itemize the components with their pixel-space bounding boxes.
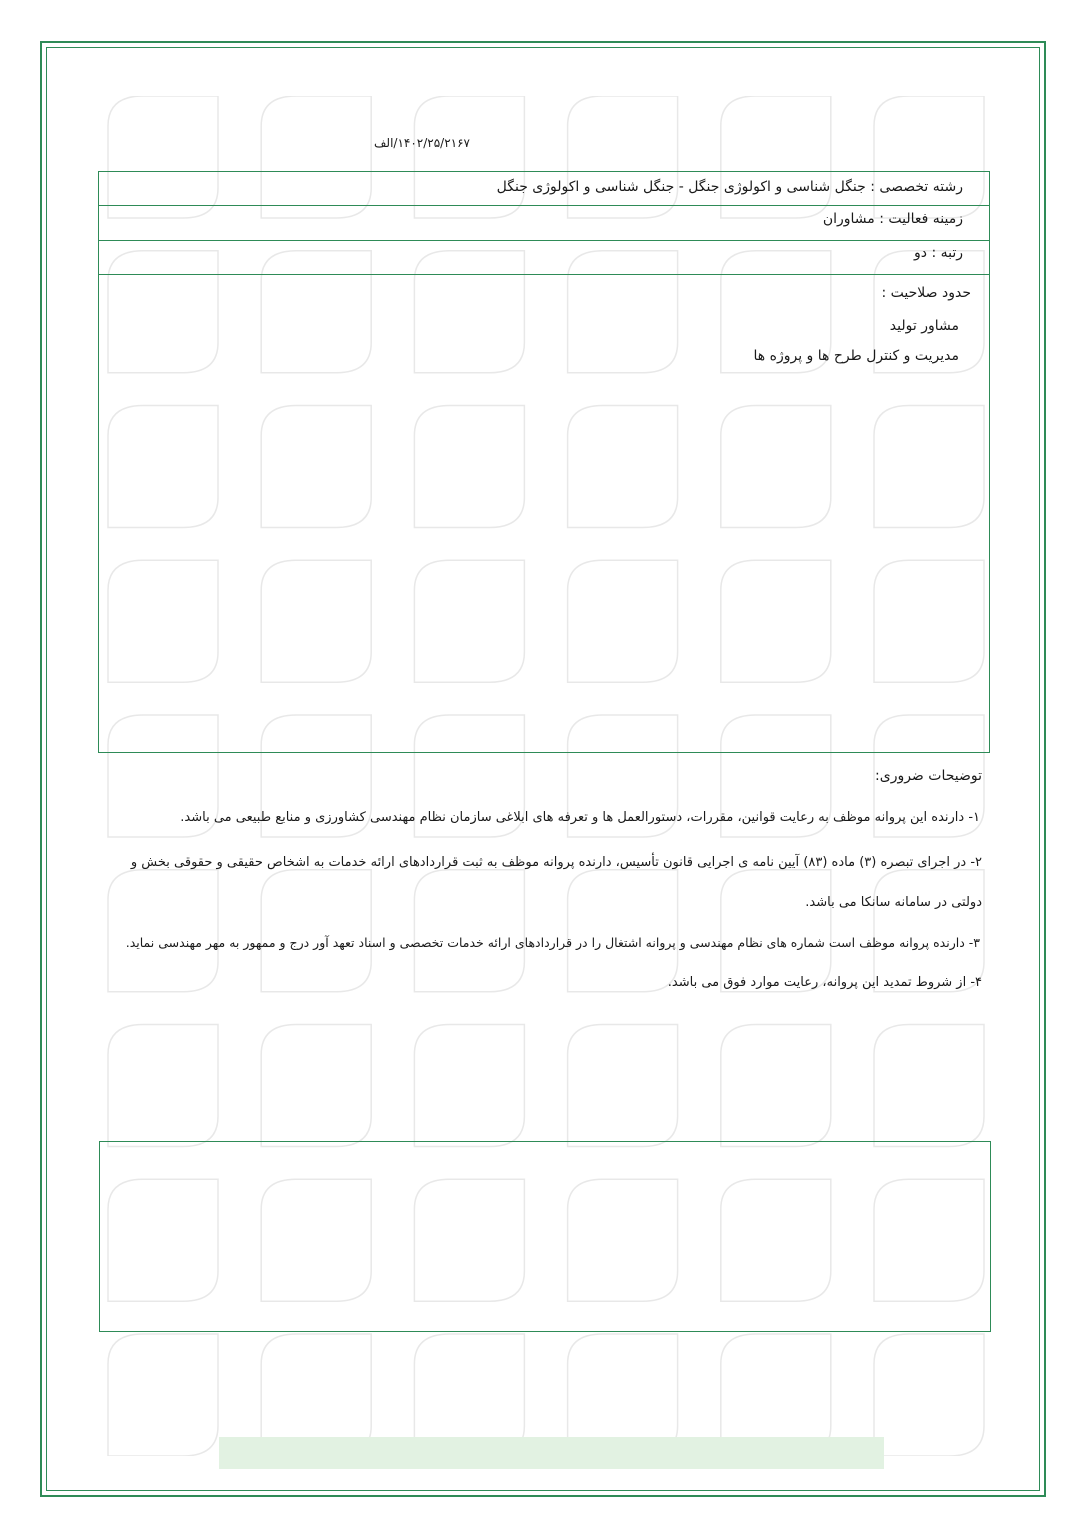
watermark-tile bbox=[414, 1025, 524, 1147]
watermark-tile bbox=[108, 1334, 218, 1456]
scope-title: حدود صلاحیت : bbox=[881, 285, 971, 301]
notes-title: توضیحات ضروری: bbox=[875, 768, 982, 784]
watermark-tile bbox=[261, 870, 371, 992]
grade: رتبه : دو bbox=[99, 241, 989, 275]
watermark-tile bbox=[721, 870, 831, 992]
scope-of-competence bbox=[99, 275, 989, 751]
watermark-tile bbox=[721, 1025, 831, 1147]
watermark-tile bbox=[108, 870, 218, 992]
scope-item: مشاور تولید bbox=[889, 318, 959, 334]
watermark-tile bbox=[874, 1334, 984, 1456]
watermark-tile bbox=[874, 1025, 984, 1147]
activity-field: زمینه فعالیت : مشاوران bbox=[99, 206, 989, 241]
specialty-field: رشته تخصصی : جنگل شناسی و اکولوژی جنگل - جنگل شناسی و اکولوژی جنگل bbox=[99, 172, 989, 206]
note-1: ۱- دارنده این پروانه موظف به رعایت قوانین، مقررات، دستورالعمل ها و تعرفه های ابلاغی سازمان نظام مهندسی کشاورزی و منابع طبیعی می باشد. bbox=[180, 810, 980, 825]
watermark-tile bbox=[414, 870, 524, 992]
scope-items bbox=[99, 311, 971, 371]
note-2: ۲- در اجرای تبصره (۳) ماده (۸۳) آیین نامه ی اجرایی قانون تأسیس، دارنده پروانه موظف به ثبت قراردادهای ارائه خدمات به اشخاص حقیقی و حقوقی بخش و bbox=[130, 855, 982, 870]
watermark-tile bbox=[261, 1025, 371, 1147]
watermark-tile bbox=[568, 1025, 678, 1147]
watermark-tile bbox=[108, 1025, 218, 1147]
note-3: ۳- دارنده پروانه موظف است شماره های نظام مهندسی و پروانه اشتغال را در قراردادهای ارائه خدمات تخصصی و اسناد تعهد آور درج و ممهور به مهر مهندسی نماید. bbox=[125, 935, 980, 950]
footer-band bbox=[219, 1437, 884, 1469]
note-2-continued: دولتی در سامانه سانکا می باشد. bbox=[805, 895, 982, 910]
note-4: ۴- از شروط تمدید این پروانه، رعایت موارد فوق می باشد. bbox=[667, 975, 982, 990]
watermark-tile bbox=[874, 870, 984, 992]
signature-box bbox=[99, 1141, 991, 1332]
serial-number: ۱۴۰۲/۲۵/۲۱۶۷/الف bbox=[373, 136, 470, 150]
scope-item: مدیریت و کنترل طرح ها و پروژه ها bbox=[753, 348, 959, 364]
watermark-tile bbox=[568, 870, 678, 992]
license-info-box bbox=[98, 171, 990, 753]
